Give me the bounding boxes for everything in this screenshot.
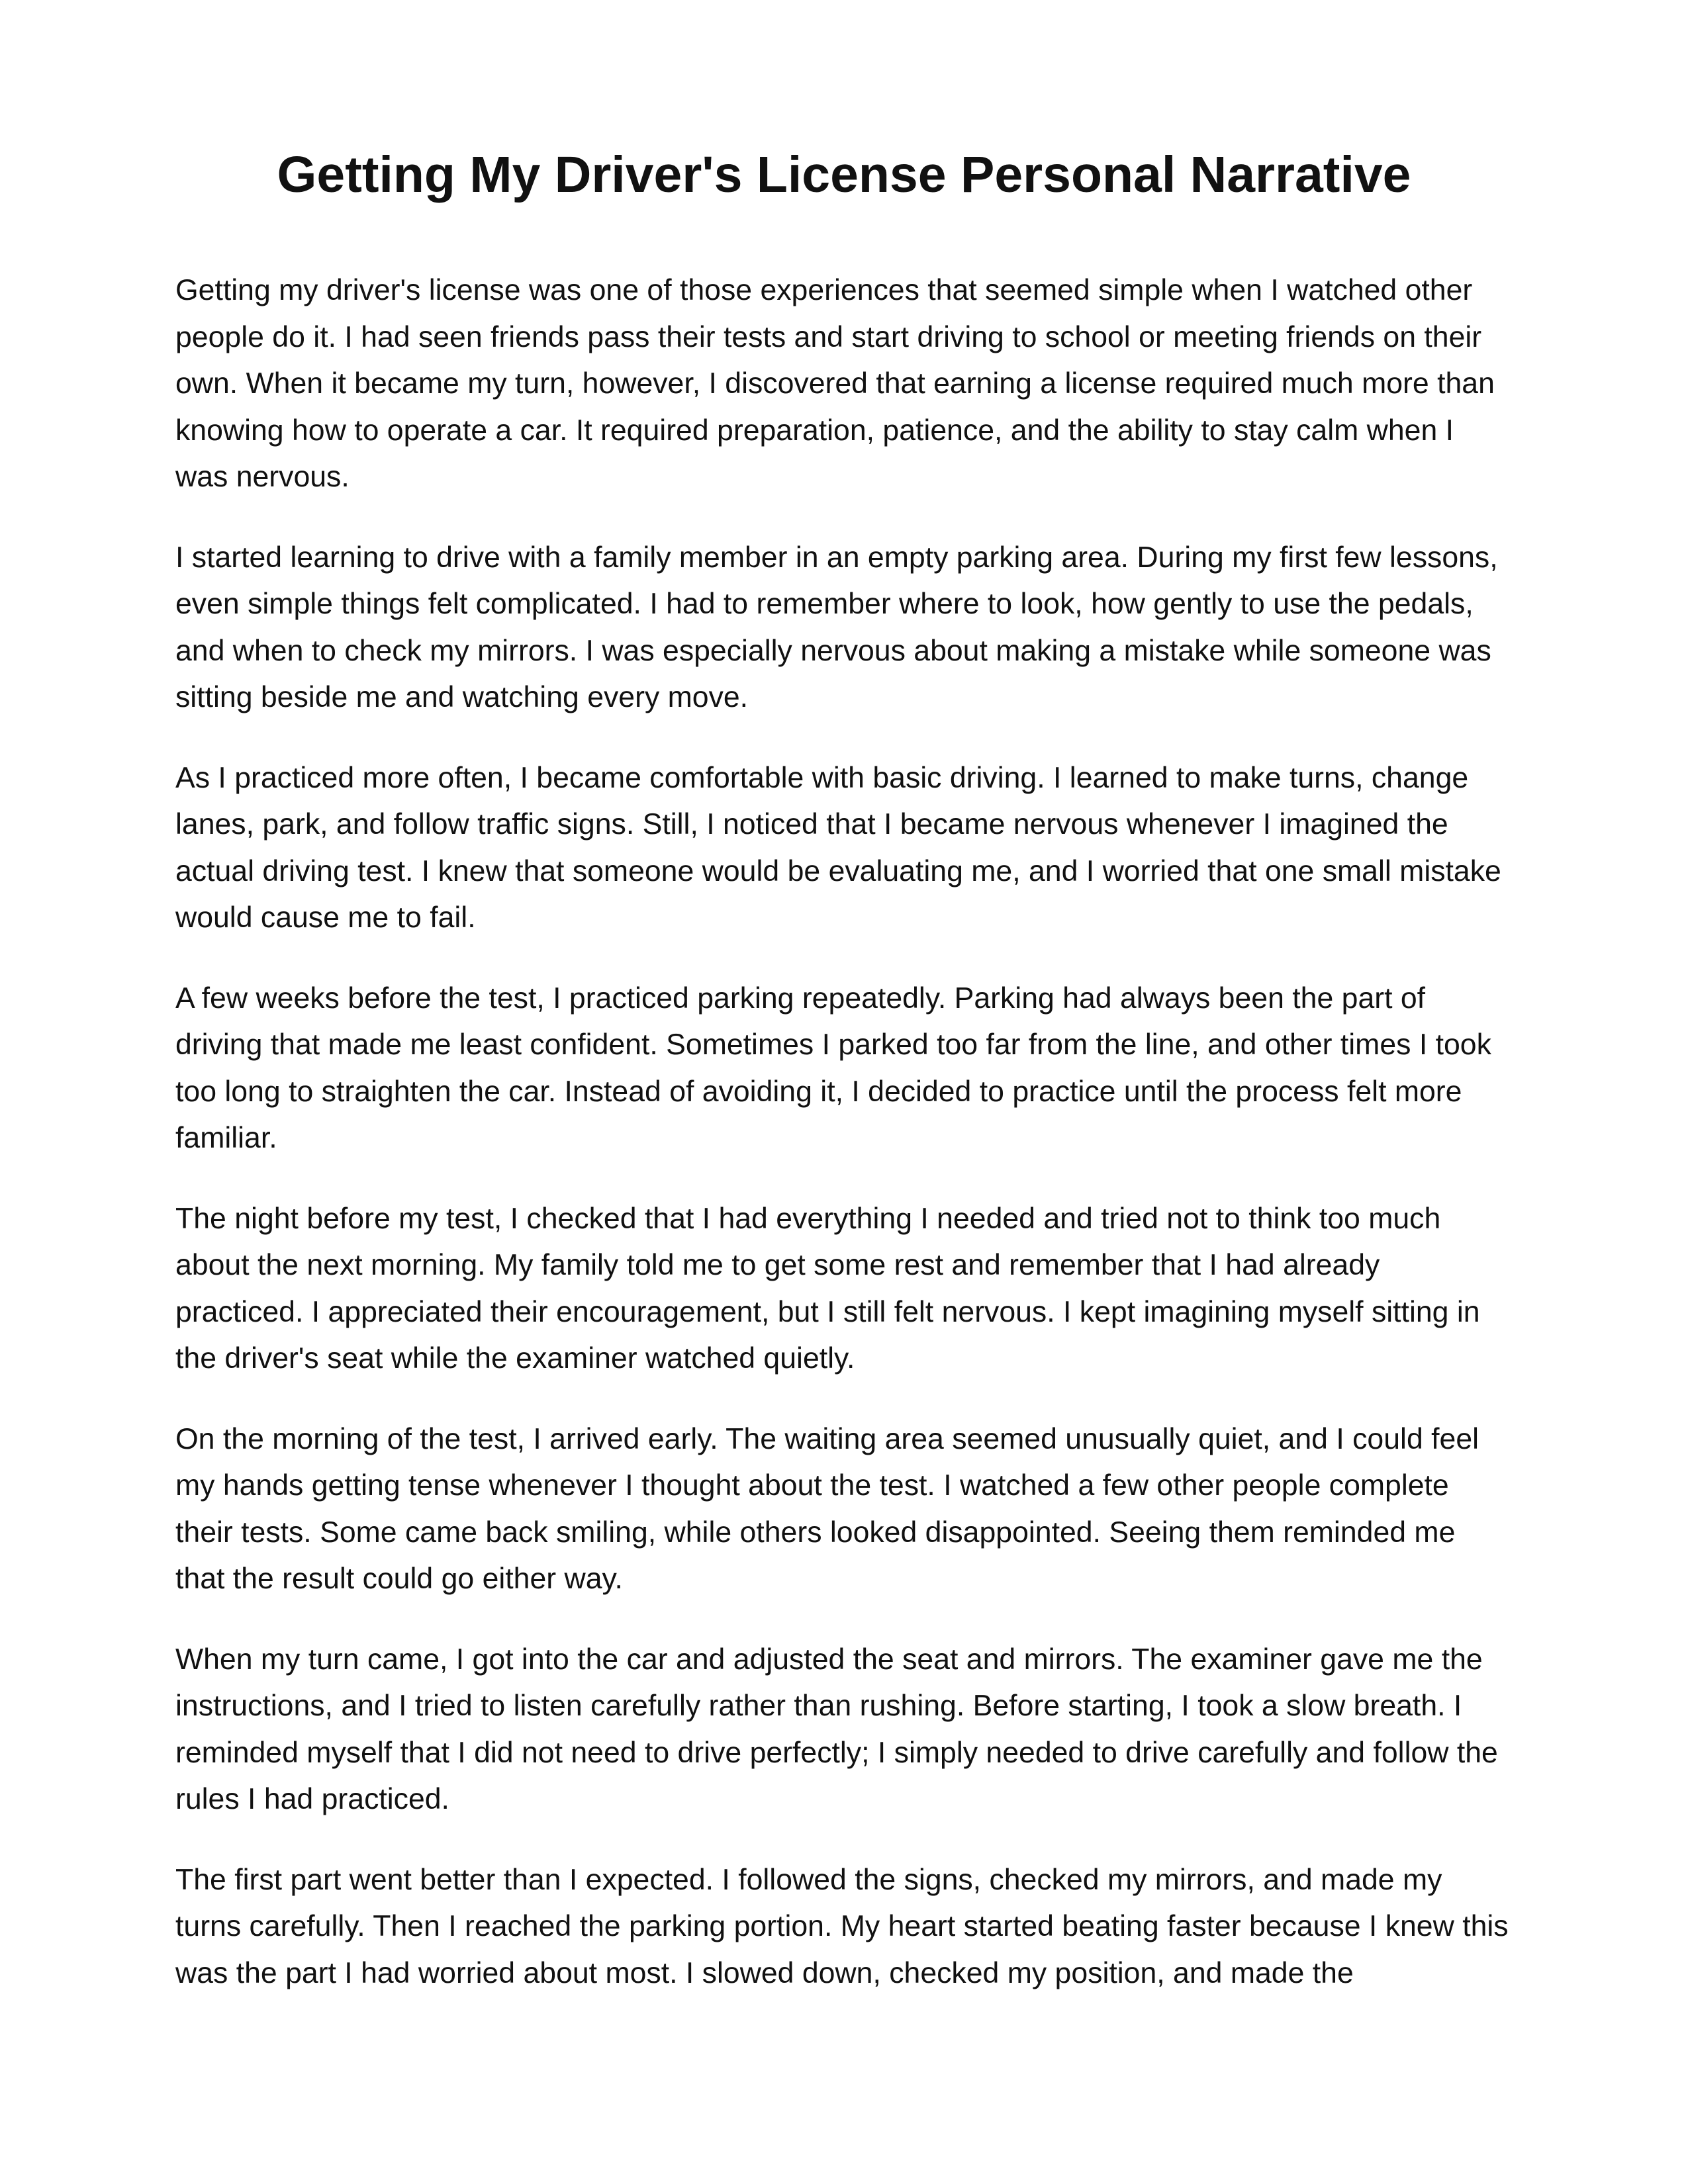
- paragraph-2: I started learning to drive with a family member in an empty parking area. During my first few lessons, even simple things felt complicated. I had to remember where to look, how gently to use the pedals, and when to check my mirrors. I was especially nervous about making a mistake while someone was sitting beside me and watching every move.: [175, 541, 1498, 713]
- paragraph-3: As I practiced more often, I became comfortable with basic driving. I learned to make turns, change lanes, park, and follow traffic signs. Still, I noticed that I became nervous whenever I imagined the actual driving test. I knew that someone would be evaluating me, and I worried that one small mistake would cause me to fail.: [175, 761, 1501, 934]
- document-body: [175, 267, 1513, 2030]
- paragraph-4: A few weeks before the test, I practiced parking repeatedly. Parking had always been the part of driving that made me least confident. Sometimes I parked too far from the line, and other times I took too long to straighten the car. Instead of avoiding it, I decided to practice until the process felt more familiar.: [175, 981, 1491, 1154]
- paragraph-1: Getting my driver's license was one of those experiences that seemed simple when I watched other people do it. I had seen friends pass their tests and start driving to school or meeting friends on their own. When it became my turn, however, I discovered that earning a license required much more than knowing how to operate a car. It required preparation, patience, and the ability to stay calm when I was nervous.: [175, 274, 1495, 493]
- paragraph-5: The night before my test, I checked that I had everything I needed and tried not to think too much about the next morning. My family told me to get some rest and remember that I had already practiced. I appreciated their encouragement, but I still felt nervous. I kept imagining myself sitting in the driver's seat while the examiner watched quietly.: [175, 1202, 1480, 1375]
- document-title: Getting My Driver's License Personal Narrative: [277, 146, 1411, 203]
- paragraph-6: On the morning of the test, I arrived early. The waiting area seemed unusually quiet, and I could feel my hands getting tense whenever I thought about the test. I watched a few other people complete their tests. Some came back smiling, while others looked disappointed. Seeing them reminded me that the result could go either way.: [175, 1422, 1479, 1595]
- paragraph-7: When my turn came, I got into the car and adjusted the seat and mirrors. The examiner gave me the instructions, and I tried to listen carefully rather than rushing. Before starting, I took a slow breath. I reminded myself that I did not need to drive perfectly; I simply needed to drive carefully and follow the rules I had practiced.: [175, 1643, 1498, 1815]
- paragraph-8: The first part went better than I expected. I followed the signs, checked my mirrors, and made my turns carefully. Then I reached the parking portion. My heart started beating faster because I knew this was the part I had worried about most. I slowed down, checked my position, and made the: [175, 1863, 1509, 1989]
